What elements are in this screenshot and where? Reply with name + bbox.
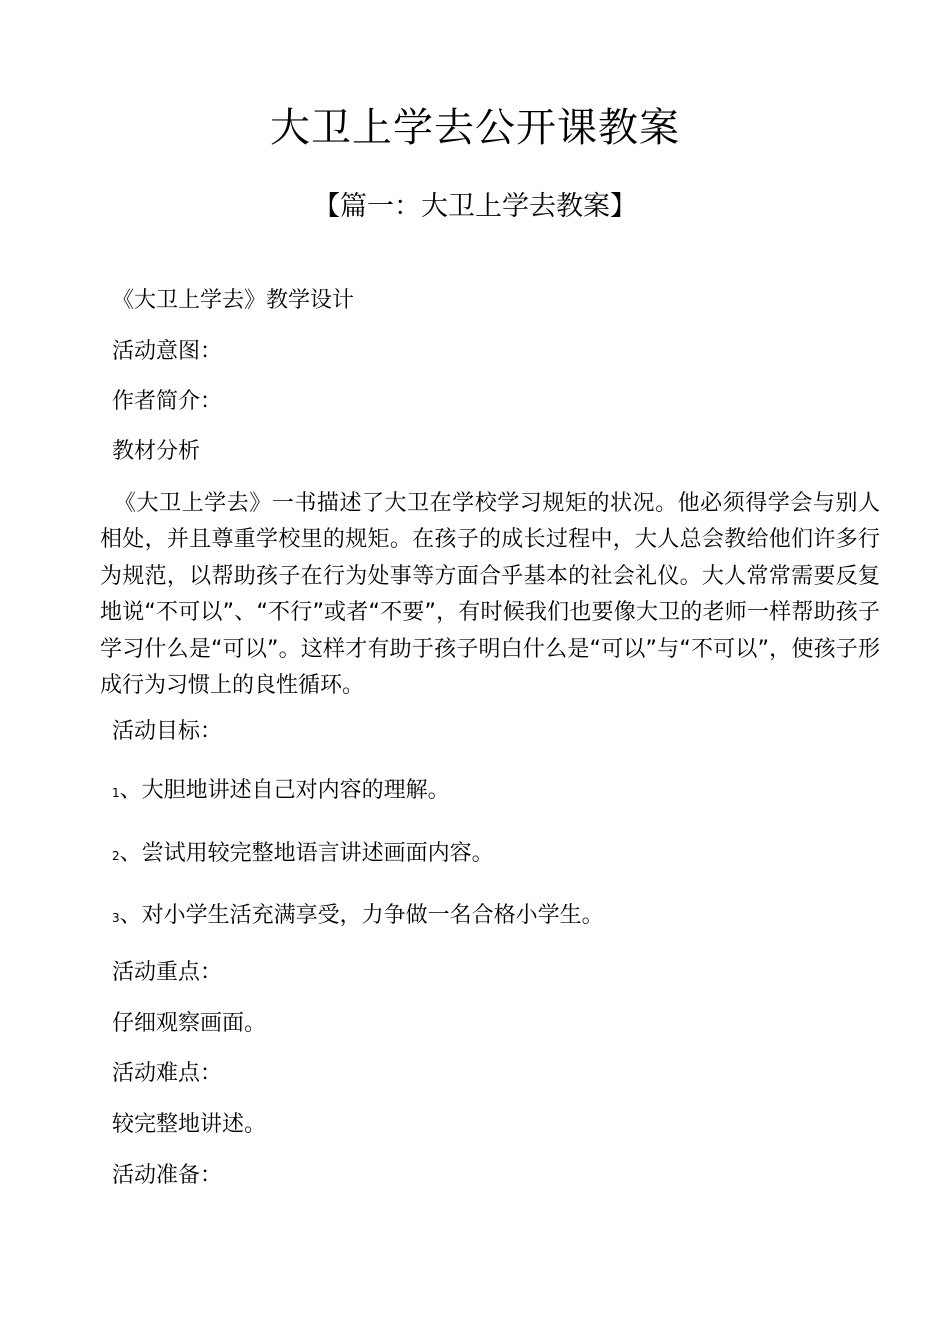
goal-item-2	[112, 839, 494, 871]
design-heading: 《大卫上学去》教学设计	[112, 288, 355, 313]
difficulty-text: 较完整地讲述。	[112, 1112, 267, 1137]
goal-text: 对小学生活充满享受，力争做一名合格小学生。	[141, 903, 604, 928]
material-analysis-heading: 教材分析	[112, 439, 201, 464]
goal-number: 1	[112, 786, 120, 800]
difficulty-heading: 活动难点：	[112, 1061, 223, 1086]
activity-intent-label: 活动意图：	[112, 339, 223, 364]
goal-item-1	[112, 776, 450, 808]
preparation-heading: 活动准备：	[112, 1163, 223, 1188]
author-intro-label: 作者简介：	[112, 389, 223, 414]
goal-item-3	[112, 901, 604, 933]
goal-number: 3	[112, 911, 120, 925]
key-point-heading: 活动重点：	[112, 960, 223, 985]
goal-separator: 、	[119, 841, 142, 866]
goals-heading: 活动目标：	[112, 719, 223, 744]
goal-separator: 、	[119, 778, 142, 803]
goal-text: 尝试用较完整地语言讲述画面内容。	[141, 841, 494, 866]
document-title: 大卫上学去公开课教案	[270, 105, 680, 151]
goal-text: 大胆地讲述自己对内容的理解。	[141, 778, 450, 803]
goal-separator: 、	[119, 903, 142, 928]
goal-number: 2	[112, 849, 120, 863]
key-point-text: 仔细观察画面。	[112, 1011, 267, 1036]
analysis-paragraph: 《大卫上学去》一书描述了大卫在学校学习规矩的状况。他必须得学会与别人相处，并且尊重学校里的规矩。在孩子的成长过程中，大人总会教给他们许多行为规范，以帮助孩子在行为处事等方面合乎基本的社会礼仪。大人常常需要反复地说“不可以”、“不行”或者“不要”，有时候我们也要像大卫的老师一样帮助孩子学习什么是“可以”。这样才有助于孩子明白什么是“可以”与“不可以”，使孩子形成行为习惯上的良性循环。	[100, 491, 880, 699]
document-subtitle: 【篇一：大卫上学去教案】	[313, 191, 637, 222]
